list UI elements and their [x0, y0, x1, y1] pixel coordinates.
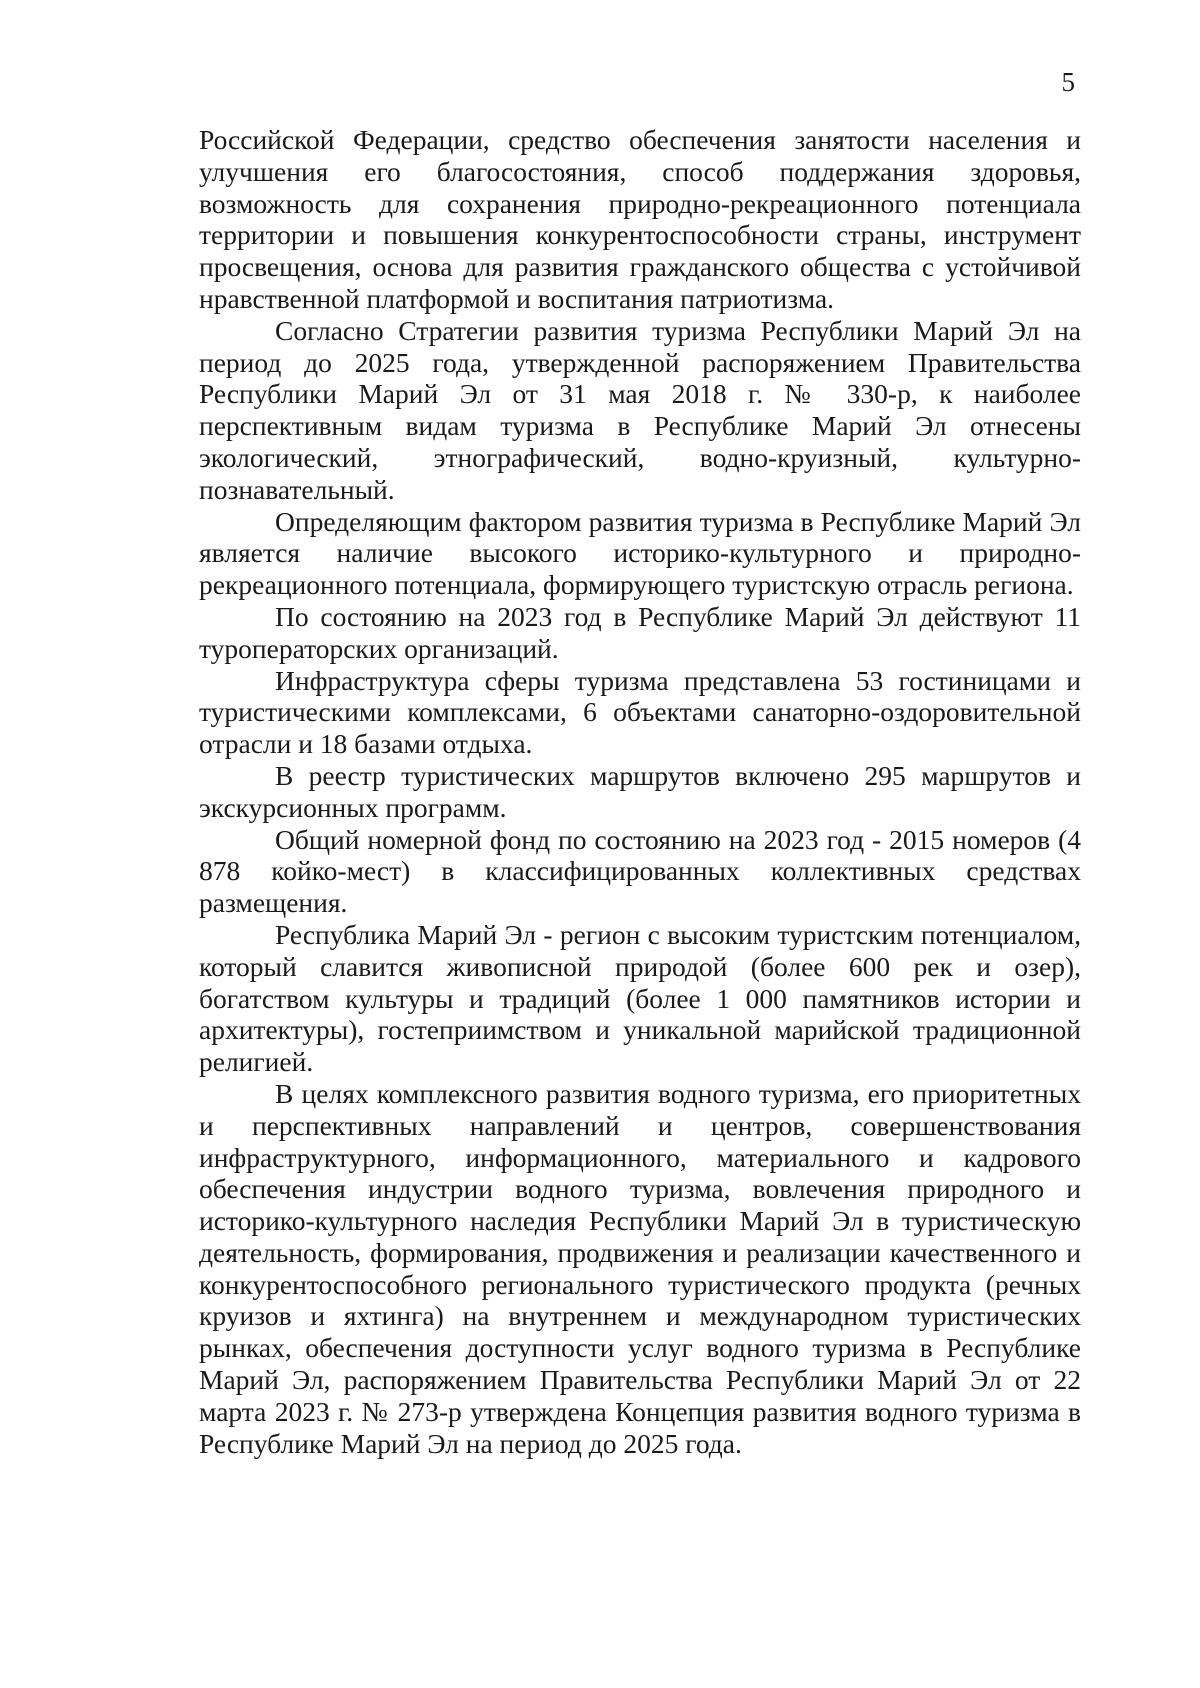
paragraph-water-tourism-concept: В целях комплексного развития водного туризма, его приоритетных и перспективных направлений и центров, совершенствования инфраструктурного, информационного, материального и кадрового обеспечения индустрии водного туризма, вовлечения природного и историко-культурного наследия Республики Марий Эл в туристическую деятельность, формирования, продвижения и реализации качественного и конкурентоспособного регионального туристического продукта (речных круизов и яхтинга) на внутреннем и международном туристических рынках, обеспечения доступности услуг водного туризма в Республике Марий Эл, распоряжением Правительства Республики Марий Эл от 22 марта 2023 г. № 273-р утверждена Концепция развития водного туризма в Республике Марий Эл на период до 2025 года. — [199, 1077, 1081, 1459]
paragraph-determining-factor: Определяющим фактором развития туризма в Республике Марий Эл является наличие высокого историко-культурного и природно-рекреационного потенциала, формирующего туристскую отрасль региона. — [199, 505, 1081, 601]
paragraph-continuation: Российской Федерации, средство обеспечения занятости населения и улучшения его благосостояния, способ поддержания здоровья, возможность для сохранения природно-рекреационного потенциала территории и повышения конкурентоспособности страны, инструмент просвещения, основа для развития гражданского общества с устойчивой нравственной платформой и воспитания патриотизма. — [199, 124, 1081, 314]
paragraph-routes-registry: В реестр туристических маршрутов включено 295 маршрутов и экскурсионных программ. — [199, 759, 1081, 823]
paragraph-room-stock: Общий номерной фонд по состоянию на 2023 год - 2015 номеров (4 878 койко-мест) в классифицированных коллективных средствах размещения. — [199, 823, 1081, 919]
paragraph-tour-operators: По состоянию на 2023 год в Республике Марий Эл действуют 11 туроператорских организаций. — [199, 600, 1081, 664]
document-body — [199, 124, 1081, 1459]
paragraph-infrastructure: Инфраструктура сферы туризма представлена 53 гостиницами и туристическими комплексами, 6 объектами санаторно-оздоровительной отрасли и 18 базами отдыха. — [199, 664, 1081, 760]
paragraph-tourism-strategy: Согласно Стратегии развития туризма Республики Марий Эл на период до 2025 года, утвержденной распоряжением Правительства Республики Марий Эл от 31 мая 2018 г. № 330-р, к наиболее перспективным видам туризма в Республике Марий Эл отнесены экологический, этнографический, водно-круизный, культурно-познавательный. — [199, 314, 1081, 505]
paragraph-region-potential: Республика Марий Эл - регион с высоким туристским потенциалом, который славится живописной природой (более 600 рек и озер), богатством культуры и традиций (более 1 000 памятников истории и архитектуры), гостеприимством и уникальной марийской традиционной религией. — [199, 918, 1081, 1078]
page-number: 5 — [1061, 67, 1075, 97]
